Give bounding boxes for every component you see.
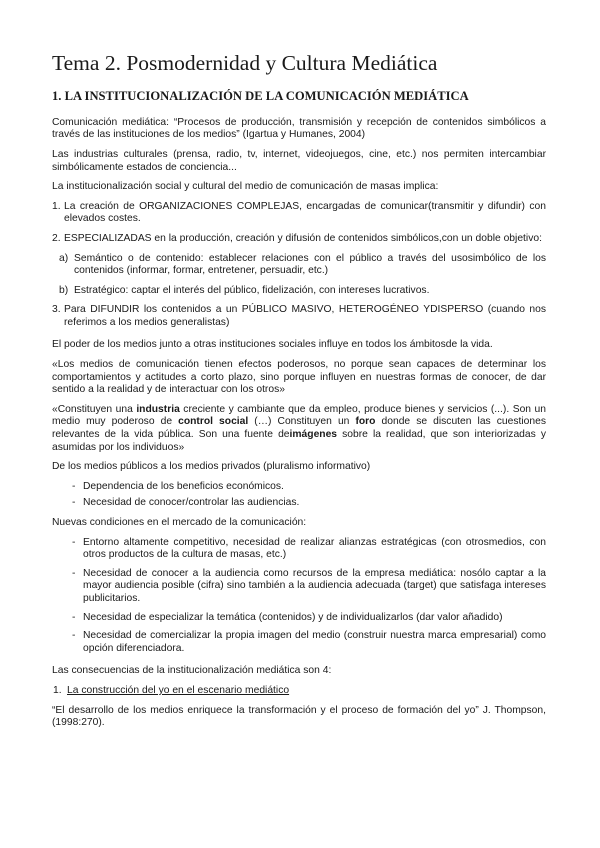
dash-list-dependencia xyxy=(52,481,546,510)
sublist-item-a xyxy=(59,253,546,278)
list-number: 3. xyxy=(52,304,61,316)
bold-foro: foro xyxy=(355,416,376,428)
dash-item-text: Necesidad de especializar la temática (contenidos) y de individualizarlos (dar valor añadido) xyxy=(83,611,503,623)
dash-marker: - xyxy=(72,480,76,492)
paragraph-quote-industria: «Constituyen una industria creciente y cambiante que da empleo, produce bienes y servicios (...). Son un medio muy poderoso de control social (…) Constituyen un foro donde se discuten las cuestiones relevantes de la vida pública. Son una fuente deimágenes sobre la realidad, que son interiorizadas y asumidas por los individuos» xyxy=(52,403,546,453)
bold-control-social: control social xyxy=(178,416,249,428)
dash-item xyxy=(72,568,546,606)
section-heading: 1. LA INSTITUCIONALIZACIÓN DE LA COMUNICACIÓN MEDIÁTICA xyxy=(52,88,469,103)
dash-marker: - xyxy=(72,567,76,579)
paragraph-thompson: “El desarrollo de los medios enriquece la transformación y el proceso de formación del yo” J. Thompson, (1998:270). xyxy=(52,704,546,729)
sublist-item-text: Estratégico: captar el interés del público, fidelización, con intereses lucrativos. xyxy=(74,284,430,296)
dash-marker: - xyxy=(72,630,76,642)
paragraph-consecuencias: Las consecuencias de la institucionalización mediática son 4: xyxy=(52,665,332,677)
list-number: 1. xyxy=(53,684,62,696)
dash-item xyxy=(72,497,546,510)
dash-item xyxy=(72,537,546,562)
list-item-text: ESPECIALIZADAS en la producción, creación y difusión de contenidos simbólicos,con un doble objetivo: xyxy=(64,232,542,244)
list-number: 2. xyxy=(52,232,61,244)
document-title: Tema 2. Posmodernidad y Cultura Mediática xyxy=(52,51,438,75)
dash-list-mercado xyxy=(52,537,546,656)
paragraph-nuevas-condiciones: Nuevas condiciones en el mercado de la comunicación: xyxy=(52,517,307,528)
dash-marker: - xyxy=(72,497,76,509)
sublist-item-b xyxy=(59,285,546,298)
dash-item-text: Dependencia de los beneficios económicos. xyxy=(83,480,284,492)
sublist-item-text: Semántico o de contenido: establecer relaciones con el público a través del usosimbólico de los contenidos (informar, formar, entretener, persuadir, etc.) xyxy=(74,252,546,277)
consequence-heading: La construcción del yo en el escenario mediático xyxy=(67,684,290,696)
paragraph-quote-efectos: «Los medios de comunicación tienen efectos poderosos, no porque sean capaces de determinar los comportamientos y actitudes a corto plazo, sino porque influyen en nuestras formas de conocer, de dar sentido a la realidad y de interactuar con los otros» xyxy=(52,359,546,396)
paragraph-industrias: Las industrias culturales (prensa, radio, tv, internet, videojuegos, cine, etc.) nos permiten intercambiar simbólicamente estados de conciencia... xyxy=(52,148,546,173)
list-item-2 xyxy=(52,233,546,246)
paragraph-definition: Comunicación mediática: “Procesos de producción, transmisión y recepción de contenidos simbólicos a través de las instituciones de los medios” (Igartua y Humanes, 2004) xyxy=(52,116,546,141)
dash-item xyxy=(72,612,546,625)
sublist-letter: a) xyxy=(59,252,69,264)
dash-marker: - xyxy=(72,536,76,548)
sublist-letter: b) xyxy=(59,284,69,296)
dash-item-text: Entorno altamente competitivo, necesidad de realizar alianzas estratégicas (con otrosmedios, con otros productos de la cultura de masas, etc.) xyxy=(83,536,546,561)
dash-item-text: Necesidad de conocer/controlar las audiencias. xyxy=(83,497,300,509)
consequence-item-1 xyxy=(53,685,546,698)
dash-item xyxy=(72,481,546,494)
paragraph-publicos-privados: De los medios públicos a los medios privados (pluralismo informativo) xyxy=(52,461,371,473)
dash-item-text: Necesidad de comercializar la propia imagen del medio (construir nuestra marca empresarial) como opción diferenciadora. xyxy=(83,630,546,654)
list-item-text: Para DIFUNDIR los contenidos a un PÚBLICO MASIVO, HETEROGÉNEO YDISPERSO (cuando nos referimos a los medios generalistas) xyxy=(64,304,546,328)
dash-item xyxy=(72,630,546,655)
list-item-1 xyxy=(52,201,546,226)
paragraph-poder: El poder de los medios junto a otras instituciones sociales influye en todos los ámbitosde la vida. xyxy=(52,339,493,351)
list-item-text: La creación de ORGANIZACIONES COMPLEJAS, encargadas de comunicar(transmitir y difundir) con elevados costes. xyxy=(64,200,546,225)
list-number: 1. xyxy=(52,200,61,212)
paragraph-implica: La institucionalización social y cultural del medio de comunicación de masas implica: xyxy=(52,181,439,193)
dash-item-text: Necesidad de conocer a la audiencia como recursos de la empresa mediática: nosólo captar a la mayor audiencia posible (cifra) sino también a la audiencia adecuada (target) que satisfaga intereses publicitarios. xyxy=(83,567,546,604)
dash-marker: - xyxy=(72,611,76,623)
bold-industria: industria xyxy=(136,403,180,415)
bold-imagenes: imágenes xyxy=(289,429,338,441)
list-item-3 xyxy=(52,304,546,329)
